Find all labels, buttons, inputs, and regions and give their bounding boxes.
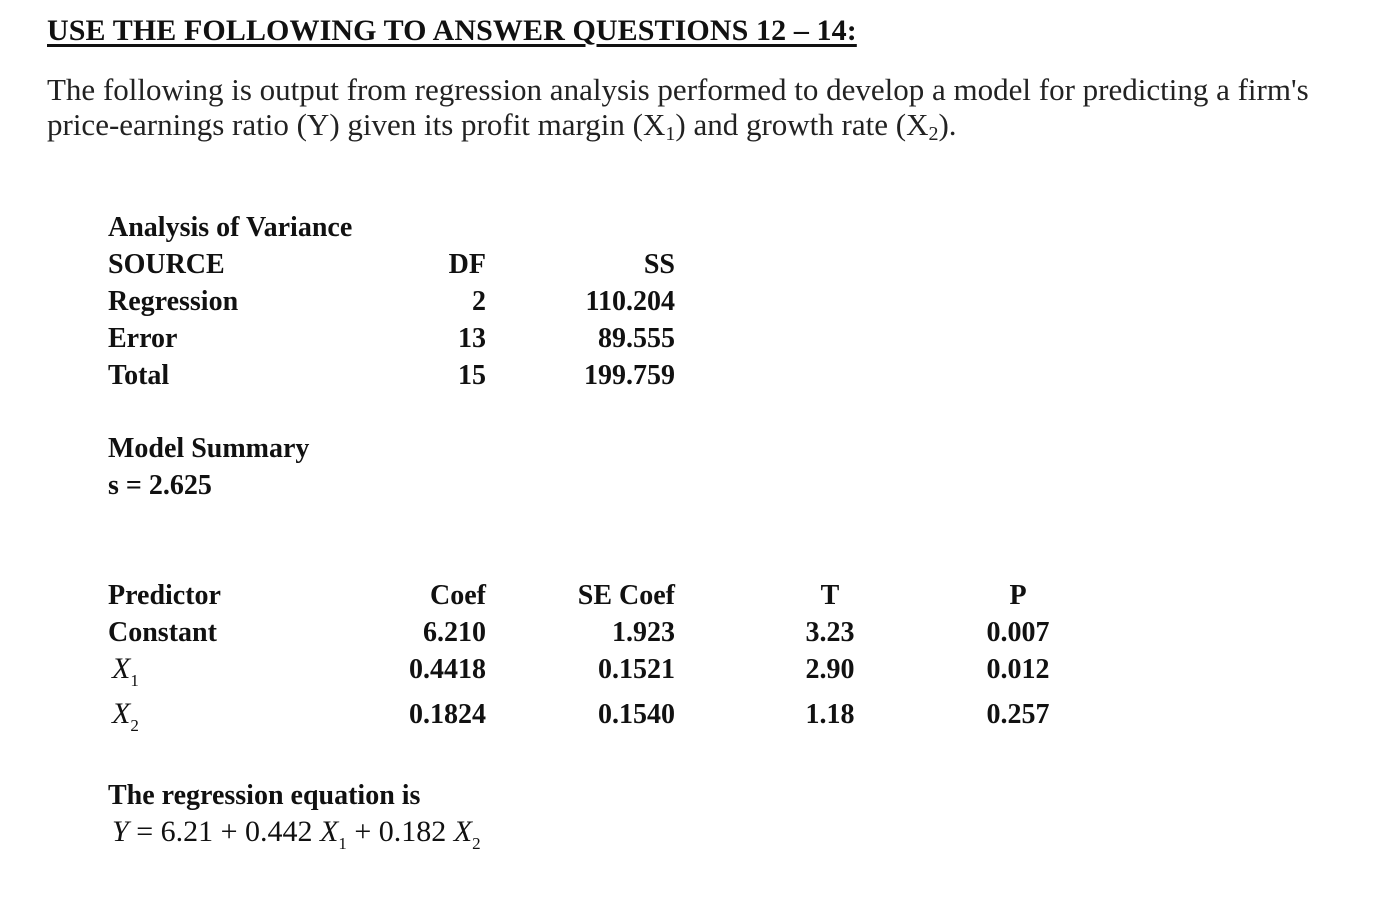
coef-row-coef: 0.4418 <box>409 654 486 685</box>
anova-row-ss: 110.204 <box>585 286 675 317</box>
anova-row-source: Error <box>108 323 178 354</box>
coef-row-p: 0.007 <box>986 617 1050 648</box>
coef-header-t: T <box>820 580 840 611</box>
regression-equation: Y = 6.21 + 0.442 $X_1 + 0.182$ $X_2$ <box>112 815 481 853</box>
coef-row-t: 3.23 <box>805 617 855 648</box>
anova-header-source: SOURCE <box>108 249 225 280</box>
anova-row-ss: 199.759 <box>584 360 675 391</box>
anova-title: Analysis of Variance <box>108 212 353 243</box>
anova-header-ss: SS <box>643 249 675 280</box>
anova-row-source: Total <box>108 360 170 391</box>
anova-row-df: 2 <box>472 286 486 317</box>
model-summary-s: s = 2.625 <box>108 470 212 501</box>
intro-line-1: The following is output from regression analysis performed to develop a model for predicting a firm's <box>47 72 1309 107</box>
coef-row-se: 1.923 <box>612 617 675 648</box>
coef-header-p: P <box>1009 580 1027 611</box>
coef-row-coef: 0.1824 <box>409 699 486 730</box>
anova-header-df: DF <box>448 249 486 280</box>
anova-row-df: 13 <box>458 323 486 354</box>
coef-header-predictor: Predictor <box>108 580 221 611</box>
coef-row-predictor: Constant <box>108 617 217 648</box>
anova-row-ss: 89.555 <box>598 323 675 354</box>
coef-row-p: 0.257 <box>986 699 1050 730</box>
coef-row-predictor: $X_1$ <box>112 652 139 690</box>
equation-title: The regression equation is <box>108 780 421 811</box>
coef-row-t: 2.90 <box>805 654 855 685</box>
coef-row-predictor: $X_2$ <box>112 697 139 735</box>
coef-row-p: 0.012 <box>986 654 1050 685</box>
coef-row-se: 0.1521 <box>598 654 675 685</box>
coef-header-se: SE Coef <box>577 580 675 611</box>
coef-row-t: 1.18 <box>805 699 855 730</box>
coef-row-coef: 6.210 <box>423 617 486 648</box>
coef-row-se: 0.1540 <box>598 699 675 730</box>
section-heading: USE THE FOLLOWING TO ANSWER QUESTIONS 12 – 14: <box>47 14 857 47</box>
anova-row-df: 15 <box>458 360 486 391</box>
coef-header-coef: Coef <box>430 580 486 611</box>
intro-line-2: price-earnings ratio (Y) given its profit margin $(X_1)$ and growth rate $(X_2)$. <box>47 107 957 145</box>
model-summary-title: Model Summary <box>108 433 310 464</box>
anova-row-source: Regression <box>108 286 239 317</box>
